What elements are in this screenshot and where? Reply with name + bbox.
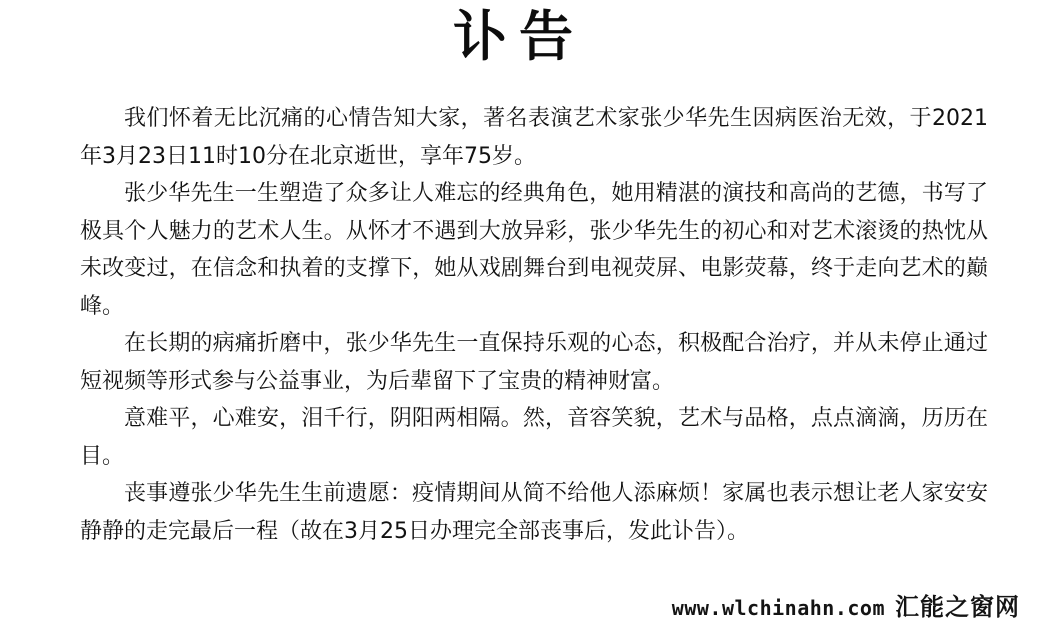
site-watermark xyxy=(664,591,1020,623)
paragraph-funeral: 丧事遵张少华先生生前遗愿：疫情期间从简不给他人添麻烦！家属也表示想让老人家安安静静的走完最后一程（故在3月25日办理完全部丧事后，发此讣告）。 xyxy=(80,481,988,544)
watermark-site-name: 汇能之窗网 xyxy=(895,593,1020,621)
document-title: 讣告 xyxy=(453,5,585,68)
paragraph-grief: 意难平，心难安，泪千行，阴阳两相隔。然，音容笑貌，艺术与品格，点点滴滴，历历在目。 xyxy=(80,406,988,469)
document-body xyxy=(80,100,988,550)
watermark-url: www.wlchinahn.com xyxy=(671,596,885,620)
paragraph-career: 张少华先生一生塑造了众多让人难忘的经典角色，她用精湛的演技和高尚的艺德，书写了极具个人魅力的艺术人生。从怀才不遇到大放异彩，张少华先生的初心和对艺术滚烫的热忱从未改变过，在信念和执着的支撑下，她从戏剧舞台到电视荧屏、电影荧幕，终于走向艺术的巅峰。 xyxy=(80,181,988,319)
paragraph-illness: 在长期的病痛折磨中，张少华先生一直保持乐观的心态，积极配合治疗，并从未停止通过短视频等形式参与公益事业，为后辈留下了宝贵的精神财富。 xyxy=(80,331,988,394)
paragraph-announcement: 我们怀着无比沉痛的心情告知大家，著名表演艺术家张少华先生因病医治无效，于2021年3月23日11时10分在北京逝世，享年75岁。 xyxy=(80,106,988,169)
